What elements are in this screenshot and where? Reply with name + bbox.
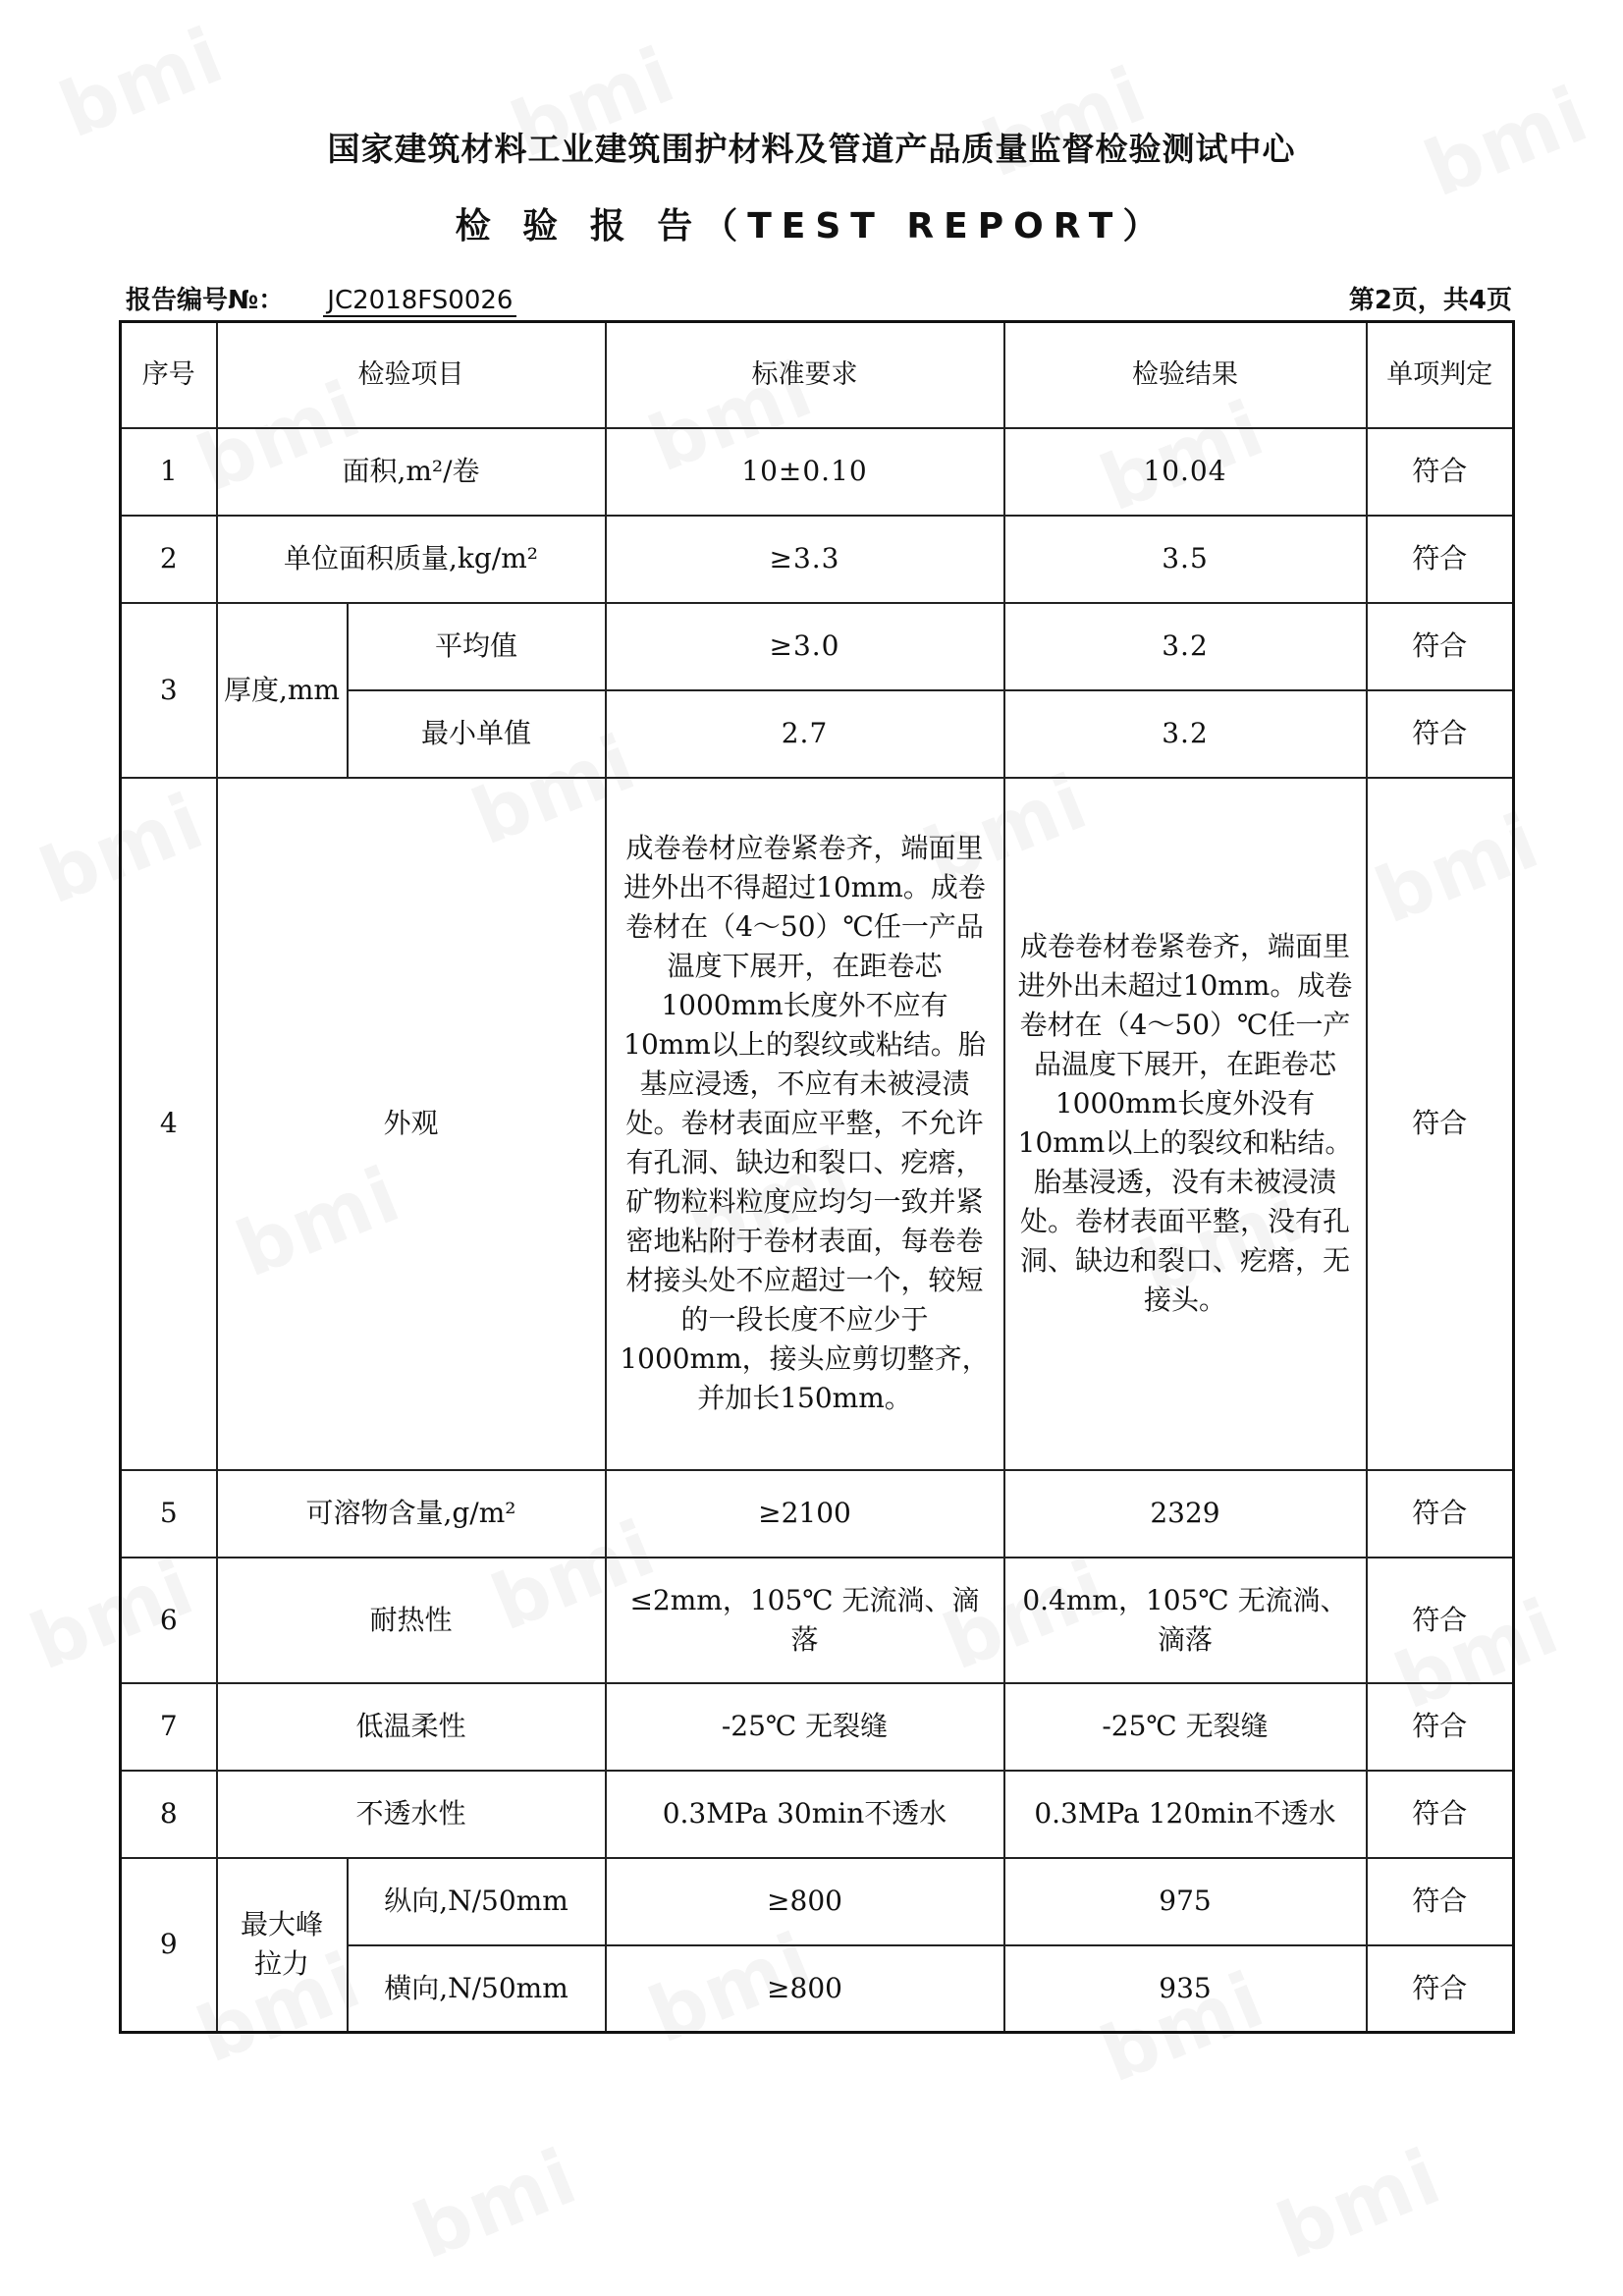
header-cell-item: 检验项目 [217,322,606,428]
row-item: 最大峰拉力 [217,1858,348,2033]
row-result: 935 [1004,1945,1367,2033]
table-row [121,516,1514,603]
table-row [121,1470,1514,1558]
page-info: 第2页，共4页 [1348,286,1512,315]
watermark [971,50,1159,194]
row-result: 3.2 [1004,603,1367,690]
report-number-line [126,280,516,317]
row-no: 6 [121,1558,217,1683]
row-verdict: 符合 [1367,690,1514,778]
row-verdict: 符合 [1367,1858,1514,1945]
test-report-table [119,320,1515,2034]
table-row [121,428,1514,516]
row-requirement: ≤2mm，105℃ 无流淌、滴落 [606,1558,1004,1683]
table-row [121,1558,1514,1683]
row-no: 4 [121,778,217,1470]
org-title: 国家建筑材料工业建筑围护材料及管道产品质量监督检验测试中心 [327,130,1296,168]
row-requirement: ≥3.0 [606,603,1004,690]
row-item: 厚度,mm [217,603,348,778]
row-subitem: 最小单值 [348,690,606,778]
row-no: 9 [121,1858,217,2033]
row-requirement: 10±0.10 [606,428,1004,516]
row-item: 可溶物含量,g/m² [217,1470,606,1558]
table-row [121,1771,1514,1858]
row-verdict: 符合 [1367,1945,1514,2033]
row-verdict: 符合 [1367,1771,1514,1858]
row-item: 单位面积质量,kg/m² [217,516,606,603]
header-cell-verdict: 单项判定 [1367,322,1514,428]
row-no: 2 [121,516,217,603]
row-requirement: 0.3MPa 30min不透水 [606,1771,1004,1858]
row-requirement: -25℃ 无裂缝 [606,1683,1004,1771]
row-no: 5 [121,1470,217,1558]
row-verdict: 符合 [1367,1683,1514,1771]
row-no: 3 [121,603,217,778]
row-requirement: 成卷卷材应卷紧卷齐，端面里进外出不得超过10mm。成卷卷材在（4～50）℃任一产品温度下展开，在距卷芯1000mm长度外不应有10mm以上的裂纹或粘结。胎基应浸透，不应有未被浸渍处。卷材表面应平整，不允许有孔洞、缺边和裂口、疙瘩，矿物粒料粒度应均匀一致并紧密地粘附于卷材表面，每卷卷材接头处不应超过一个，较短的一段长度不应少于1000mm，接头应剪切整齐，并加长150mm。 [606,778,1004,1470]
row-subitem: 横向,N/50mm [348,1945,606,2033]
row-requirement: 2.7 [606,690,1004,778]
row-item: 不透水性 [217,1771,606,1858]
row-result: 2329 [1004,1470,1367,1558]
row-item: 低温柔性 [217,1683,606,1771]
row-item: 外观 [217,778,606,1470]
row-subitem: 纵向,N/50mm [348,1858,606,1945]
row-result: 0.4mm，105℃ 无流淌、滴落 [1004,1558,1367,1683]
row-result: 成卷卷材卷紧卷齐，端面里进外出未超过10mm。成卷卷材在（4～50）℃任一产品温度下展开，在距卷芯1000mm长度外没有10mm以上的裂纹和粘结。胎基浸透，没有未被浸渍处。卷材表面平整，没有孔洞、缺边和裂口、疙瘩，无接头。 [1004,778,1367,1470]
header-cell-result: 检验结果 [1004,322,1367,428]
report-number-label: 报告编号№： [126,286,285,315]
report-number: JC2018FS0026 [323,286,516,317]
row-result: -25℃ 无裂缝 [1004,1683,1367,1771]
row-verdict: 符合 [1367,603,1514,690]
table-row [121,778,1514,1470]
row-requirement: ≥2100 [606,1470,1004,1558]
row-verdict: 符合 [1367,1470,1514,1558]
table-row [121,1858,1514,1945]
table-header-row [121,322,1514,428]
row-subitem: 平均值 [348,603,606,690]
row-result: 0.3MPa 120min不透水 [1004,1771,1367,1858]
row-no: 7 [121,1683,217,1771]
row-no: 1 [121,428,217,516]
table-row [121,1683,1514,1771]
header-cell-requirement: 标准要求 [606,322,1004,428]
row-no: 8 [121,1771,217,1858]
row-result: 975 [1004,1858,1367,1945]
row-item: 面积,m²/卷 [217,428,606,516]
row-requirement: ≥800 [606,1945,1004,2033]
row-item: 耐热性 [217,1558,606,1683]
report-title: 检 验 报 告（TEST REPORT） [455,206,1168,246]
row-result: 10.04 [1004,428,1367,516]
row-verdict: 符合 [1367,1558,1514,1683]
row-verdict: 符合 [1367,428,1514,516]
row-requirement: ≥800 [606,1858,1004,1945]
row-verdict: 符合 [1367,516,1514,603]
row-result: 3.5 [1004,516,1367,603]
watermark [1266,2132,1453,2276]
row-requirement: ≥3.3 [606,516,1004,603]
table-row [121,603,1514,690]
watermark [402,2132,589,2276]
header-cell-no: 序号 [121,322,217,428]
row-verdict: 符合 [1367,778,1514,1470]
row-result: 3.2 [1004,690,1367,778]
